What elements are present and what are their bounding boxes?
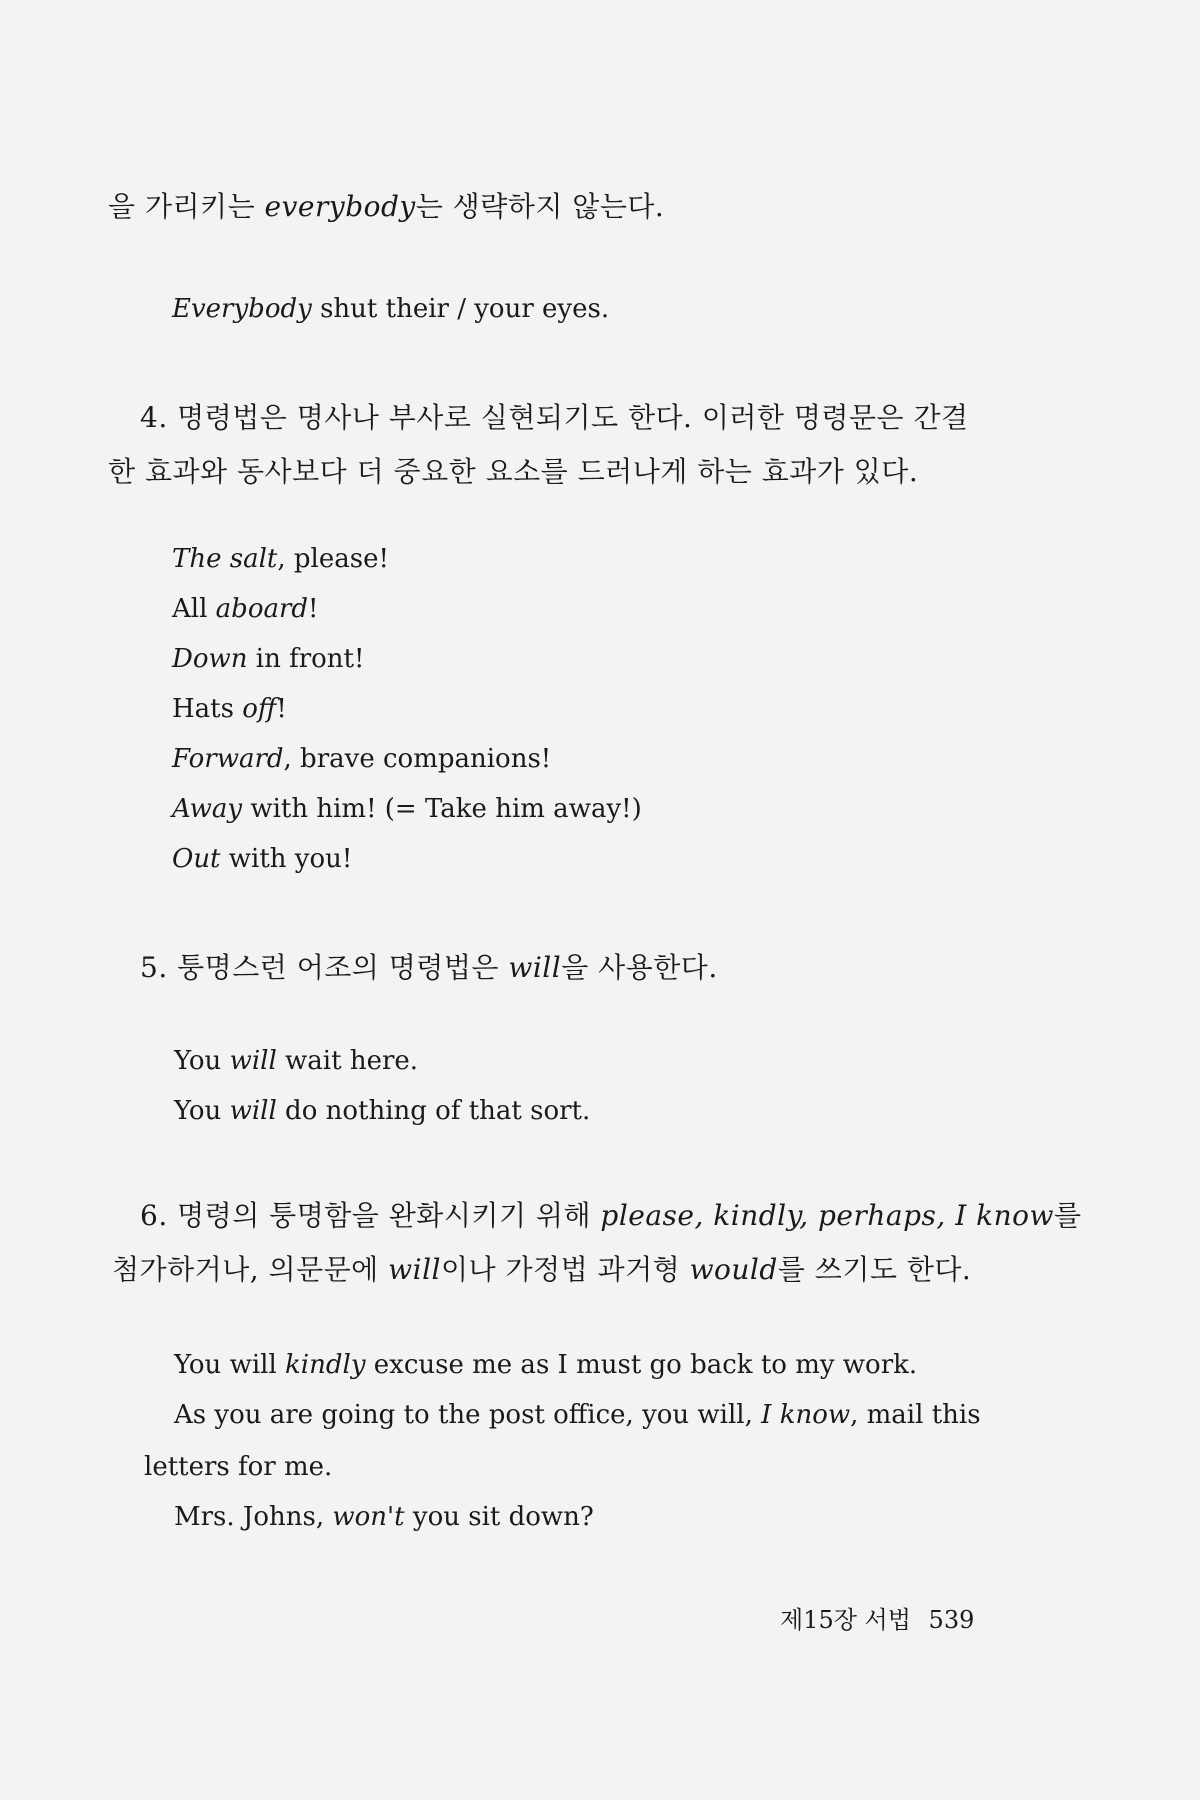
section5-text-after: 을 사용한다. [561,951,718,984]
section4-example-4 [172,694,287,724]
example-text: Hats [172,694,243,724]
page-number: 539 [928,1606,975,1634]
section4-example-1 [172,544,389,574]
section5-line [140,946,718,986]
example-text: You will [174,1350,286,1380]
section4-line1: 4. 명령법은 명사나 부사로 실현되기도 한다. 이러한 명령문은 간결 [140,401,969,434]
example-italic: off [242,694,277,724]
example-text: wait here. [276,1046,419,1076]
section6-italic: please, kindly, perhaps, I know [600,1199,1054,1232]
section6-italic: would [689,1253,778,1286]
example-text: Mrs. Johns, [174,1502,333,1532]
example-text: you sit down? [404,1502,594,1532]
section6-italic: will [388,1253,441,1286]
section6-text: 6. 명령의 퉁명함을 완화시키기 위해 [140,1199,601,1232]
example-text: with him! (= Take him away!) [242,794,642,824]
example-everybody [172,294,609,324]
example-text: You [174,1096,230,1126]
example-text: ! [308,594,319,624]
section6-example-2-cont: letters for me. [144,1452,333,1482]
example-text: , please! [277,544,389,574]
section4-example-6 [172,794,642,824]
example-text: , brave companions! [283,744,552,774]
example-text: excuse me as I must go back to my work. [365,1350,918,1380]
example-text: with you! [220,844,353,874]
example-text: You [174,1046,230,1076]
example-italic: The salt [172,544,278,574]
section6-example-2 [174,1400,981,1430]
section4-example-2 [172,594,319,624]
section6-text: 첨가하거나, 의문문에 [112,1253,389,1286]
page-footer [780,1600,974,1635]
example-text: ! [276,694,287,724]
section4-example-3 [172,644,364,674]
chapter-label: 제15장 서법 [780,1606,911,1634]
example-italic: I know [761,1400,851,1430]
example-text: All [172,594,216,624]
section5-example-1 [174,1046,418,1076]
section6-text-after: 를 [1054,1199,1082,1232]
intro-line [108,185,664,225]
example-italic: Away [172,794,243,824]
example-italic: Forward [172,744,284,774]
section4-example-7 [172,844,352,874]
section6-line1 [140,1194,1082,1234]
intro-text: 을 가리키는 [108,190,265,223]
example-italic: won't [332,1502,405,1532]
example-text: As you are going to the post office, you will, [174,1400,762,1430]
section6-example-1 [174,1350,917,1380]
example-text: in front! [247,644,365,674]
section6-text: 이나 가정법 과거형 [440,1253,690,1286]
example-italic: aboard [215,594,309,624]
example-italic: Everybody [172,294,312,324]
example-text: , mail this [850,1400,981,1430]
section5-text: 5. 퉁명스런 어조의 명령법은 [140,951,509,984]
section4-example-5 [172,744,551,774]
example-text: shut their / your eyes. [311,294,610,324]
example-italic: Out [172,844,221,874]
section6-text-after: 를 쓰기도 한다. [777,1253,972,1286]
intro-text-after: 는 생략하지 않는다. [415,190,665,223]
example-italic: kindly [285,1350,366,1380]
section6-example-3 [174,1502,594,1532]
section4-line2: 한 효과와 동사보다 더 중요한 요소를 드러나게 하는 효과가 있다. [108,455,919,488]
example-text: do nothing of that sort. [276,1096,591,1126]
example-italic: will [229,1046,277,1076]
section5-example-2 [174,1096,590,1126]
example-italic: will [229,1096,277,1126]
section6-line2 [112,1248,971,1288]
intro-italic: everybody [264,190,416,223]
section5-italic: will [508,951,562,984]
example-italic: Down [172,644,248,674]
